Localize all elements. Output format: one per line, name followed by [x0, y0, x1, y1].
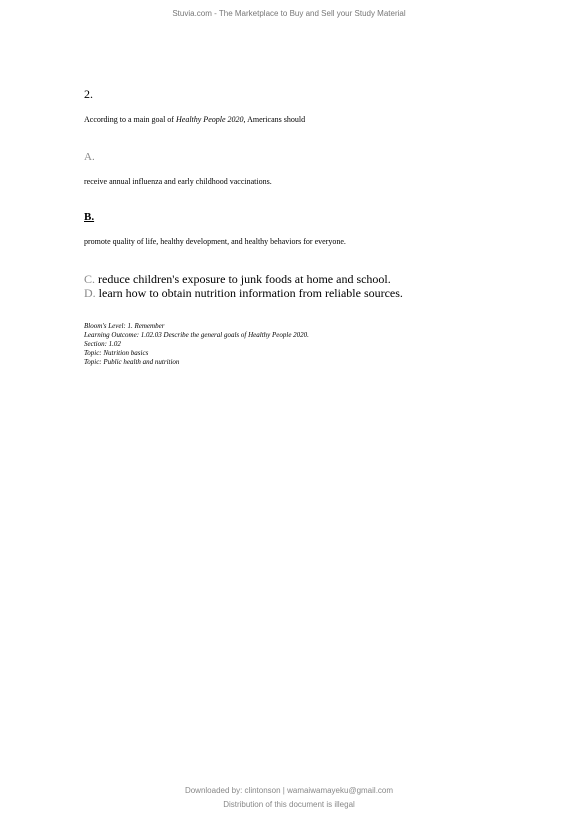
stem-suffix: , Americans should: [243, 115, 306, 124]
option-a-letter: A.: [84, 151, 95, 163]
question-stem: [84, 115, 305, 124]
distribution-notice: Distribution of this document is illegal: [223, 800, 355, 809]
blooms-level: Bloom's Level: 1. Remember: [84, 322, 165, 330]
site-header: Stuvia.com - The Marketplace to Buy and Sell your Study Material: [172, 9, 406, 18]
option-d: [84, 286, 403, 301]
option-b-letter: B.: [84, 211, 95, 223]
option-c-letter: C.: [84, 272, 96, 286]
option-d-text: learn how to obtain nutrition information from reliable sources.: [98, 286, 403, 300]
downloaded-by: Downloaded by: clintonson | wamaiwamayeku@gmail.com: [184, 786, 394, 795]
topic-label-2: Topic: Public health and nutrition: [84, 358, 180, 366]
stem-italic: Healthy People 2020: [175, 115, 244, 124]
stem-prefix: According to a main goal of: [84, 115, 176, 124]
option-d-letter: D.: [84, 286, 96, 300]
question-metadata: [84, 322, 309, 367]
option-c: [84, 272, 391, 287]
topic-label-1: Topic: Nutrition basics: [84, 349, 149, 357]
section-label: Section: 1.02: [84, 340, 121, 348]
option-a-text: receive annual influenza and early childhood vaccinations.: [84, 177, 272, 186]
question-number: 2.: [84, 87, 93, 101]
option-c-text: reduce children's exposure to junk foods at home and school.: [98, 272, 391, 286]
learning-outcome: Learning Outcome: 1.02.03 Describe the general goals of Healthy People 2020.: [84, 331, 309, 339]
option-b-text: promote quality of life, healthy development, and healthy behaviors for everyone.: [84, 237, 346, 246]
